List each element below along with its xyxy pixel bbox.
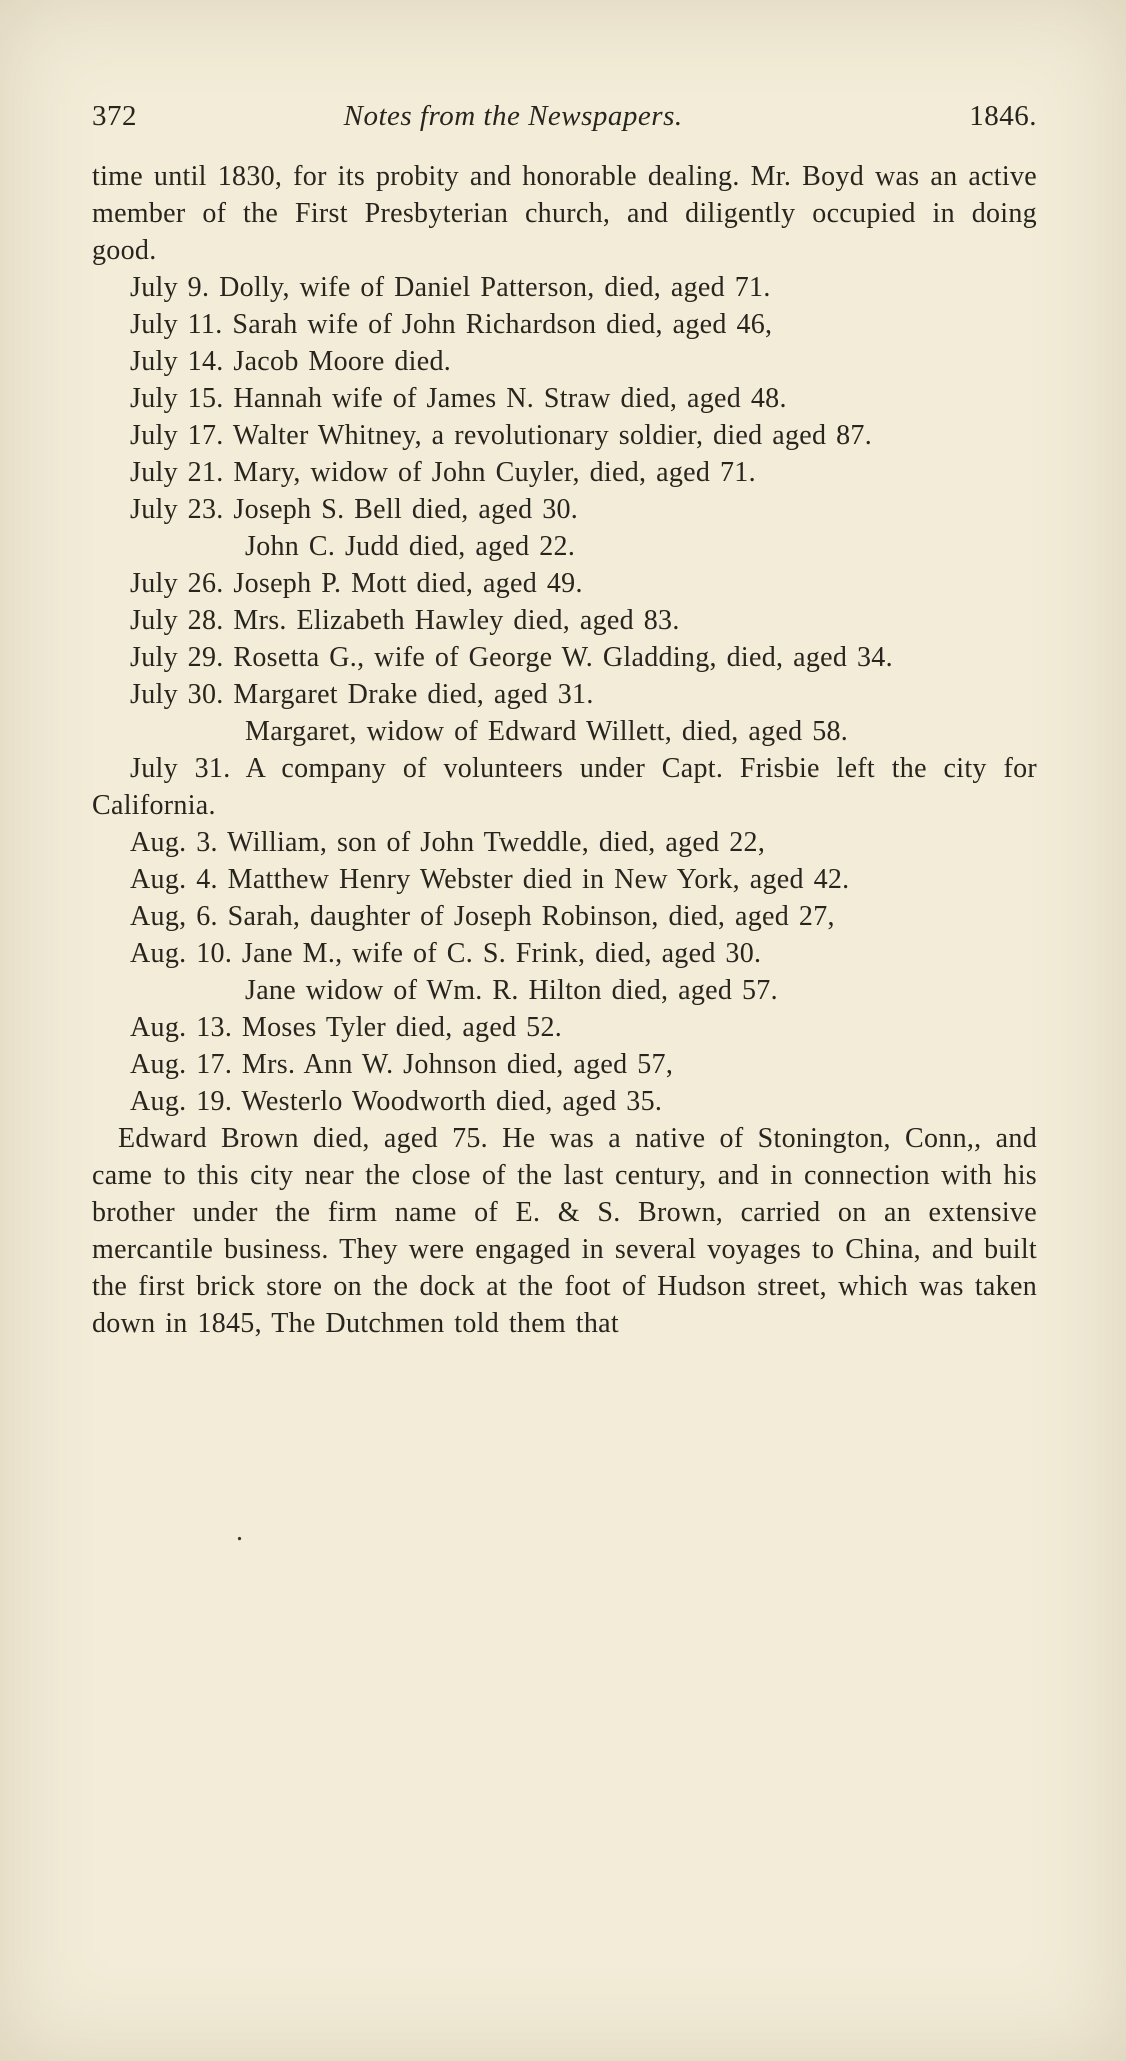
entry-aug-10: Aug. 10. Jane M., wife of C. S. Frink, died, aged 30.: [130, 938, 762, 969]
paragraph-edward-brown: Edward Brown died, aged 75. He was a native of Stonington, Conn,, and came to this city near the close of the last century, and in connection with his brother under the firm name of E. & S. Brown, carried on an extensive mercantile business. They were engaged in several voyages to China, and built the first brick store on the dock at the foot of Hudson street, which was taken down in 1845, The Dutchmen told them that: [92, 1123, 1037, 1339]
entry-july-26: July 26. Joseph P. Mott died, aged 49.: [130, 568, 583, 599]
ink-speck: .: [236, 1516, 243, 1547]
entry-july-29: July 29. Rosetta G., wife of George W. Gladding, died, aged 34.: [130, 642, 893, 673]
entry-aug-13: Aug. 13. Moses Tyler died, aged 52.: [130, 1012, 563, 1043]
entry-aug-19: Aug. 19. Westerlo Woodworth died, aged 35.: [130, 1086, 663, 1117]
entry-aug-3: Aug. 3. William, son of John Tweddle, died, aged 22,: [130, 827, 766, 858]
entry-july-23: July 23. Joseph S. Bell died, aged 30.: [130, 494, 579, 525]
entry-july-9: July 9. Dolly, wife of Daniel Patterson, died, aged 71.: [130, 272, 771, 303]
page-number: 372: [92, 100, 137, 132]
entry-aug-4: Aug. 4. Matthew Henry Webster died in New York, aged 42.: [130, 864, 850, 895]
entry-aug-17: Aug. 17. Mrs. Ann W. Johnson died, aged 57,: [130, 1049, 674, 1080]
entry-july-21: July 21. Mary, widow of John Cuyler, died, aged 71.: [130, 457, 756, 488]
entry-july-30: July 30. Margaret Drake died, aged 31.: [130, 679, 594, 710]
paragraph-continuation: time until 1830, for its probity and honorable dealing. Mr. Boyd was an active member of the First Presbyterian church, and diligently occupied in doing good.: [92, 161, 1037, 266]
entry-aug-6: Aug, 6. Sarah, daughter of Joseph Robinson, died, aged 27,: [130, 901, 835, 932]
running-title: Notes from the Newspapers.: [343, 100, 683, 132]
entry-july-23-second: John C. Judd died, aged 22.: [245, 531, 576, 562]
page-body: [92, 158, 1037, 1342]
entry-july-28: July 28. Mrs. Elizabeth Hawley died, aged 83.: [130, 605, 680, 636]
entry-july-11: July 11. Sarah wife of John Richardson died, aged 46,: [130, 309, 773, 340]
entry-aug-10-second: Jane widow of Wm. R. Hilton died, aged 57.: [245, 975, 778, 1006]
page-year: 1846.: [969, 100, 1037, 132]
entry-july-14: July 14. Jacob Moore died.: [130, 346, 452, 377]
entry-july-31: July 31. A company of volunteers under Capt. Frisbie left the city for California.: [92, 753, 1037, 821]
entry-july-30-second: Margaret, widow of Edward Willett, died, aged 58.: [245, 716, 849, 747]
entry-july-17: July 17. Walter Whitney, a revolutionary soldier, died aged 87.: [130, 420, 873, 451]
entry-july-15: July 15. Hannah wife of James N. Straw died, aged 48.: [130, 383, 787, 414]
page-header: [92, 100, 1037, 133]
